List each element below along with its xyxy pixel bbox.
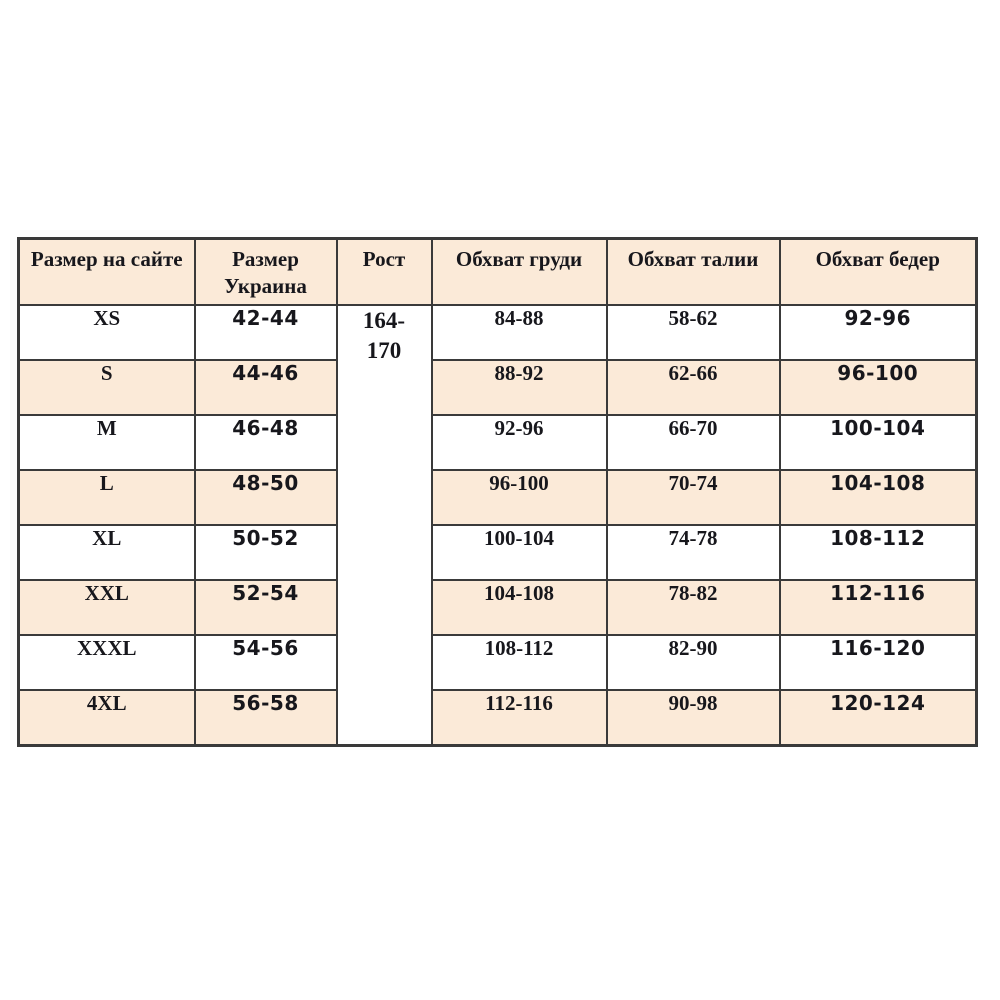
cell-chest: 112-116 xyxy=(432,690,607,745)
cell-site: XL xyxy=(19,525,195,580)
cell-waist: 58-62 xyxy=(607,305,780,360)
cell-ua: 48-50 xyxy=(195,470,337,525)
header-cell-hips: Обхват бедер xyxy=(780,239,977,306)
cell-site: XXL xyxy=(19,580,195,635)
cell-ua: 42-44 xyxy=(195,305,337,360)
cell-ua: 50-52 xyxy=(195,525,337,580)
header-cell-ua: Размер Украина xyxy=(195,239,337,306)
cell-ua: 46-48 xyxy=(195,415,337,470)
table-row-xs xyxy=(19,305,977,360)
cell-chest: 92-96 xyxy=(432,415,607,470)
table-row-l xyxy=(19,470,977,525)
cell-hips: 108-112 xyxy=(780,525,977,580)
cell-site: L xyxy=(19,470,195,525)
cell-waist: 66-70 xyxy=(607,415,780,470)
cell-hips: 96-100 xyxy=(780,360,977,415)
header-row xyxy=(19,239,977,306)
cell-hips: 120-124 xyxy=(780,690,977,745)
cell-chest: 104-108 xyxy=(432,580,607,635)
cell-waist: 78-82 xyxy=(607,580,780,635)
cell-ua: 52-54 xyxy=(195,580,337,635)
cell-waist: 82-90 xyxy=(607,635,780,690)
cell-chest: 88-92 xyxy=(432,360,607,415)
cell-hips: 104-108 xyxy=(780,470,977,525)
cell-hips: 92-96 xyxy=(780,305,977,360)
cell-waist: 74-78 xyxy=(607,525,780,580)
table-row-s xyxy=(19,360,977,415)
cell-hips: 116-120 xyxy=(780,635,977,690)
header-cell-site: Размер на сайте xyxy=(19,239,195,306)
cell-site: M xyxy=(19,415,195,470)
cell-hips: 112-116 xyxy=(780,580,977,635)
table-row-xxxl xyxy=(19,635,977,690)
cell-site: XXXL xyxy=(19,635,195,690)
table-row-m xyxy=(19,415,977,470)
table-row-4xl xyxy=(19,690,977,745)
cell-hips: 100-104 xyxy=(780,415,977,470)
cell-chest: 108-112 xyxy=(432,635,607,690)
cell-chest: 96-100 xyxy=(432,470,607,525)
cell-chest: 84-88 xyxy=(432,305,607,360)
cell-waist: 62-66 xyxy=(607,360,780,415)
cell-ua: 54-56 xyxy=(195,635,337,690)
header-cell-waist: Обхват талии xyxy=(607,239,780,306)
cell-site: XS xyxy=(19,305,195,360)
cell-chest: 100-104 xyxy=(432,525,607,580)
size-chart-table xyxy=(17,237,978,747)
cell-waist: 90-98 xyxy=(607,690,780,745)
table-row-xxl xyxy=(19,580,977,635)
header-cell-height: Рост xyxy=(337,239,432,306)
height-merged-cell xyxy=(337,305,432,745)
table-row-xl xyxy=(19,525,977,580)
cell-ua: 56-58 xyxy=(195,690,337,745)
cell-site: S xyxy=(19,360,195,415)
cell-site: 4XL xyxy=(19,690,195,745)
cell-ua: 44-46 xyxy=(195,360,337,415)
height-value-line1: 164- xyxy=(362,308,406,333)
header-cell-chest: Обхват груди xyxy=(432,239,607,306)
cell-waist: 70-74 xyxy=(607,470,780,525)
height-value-line2: 170 xyxy=(366,337,402,363)
